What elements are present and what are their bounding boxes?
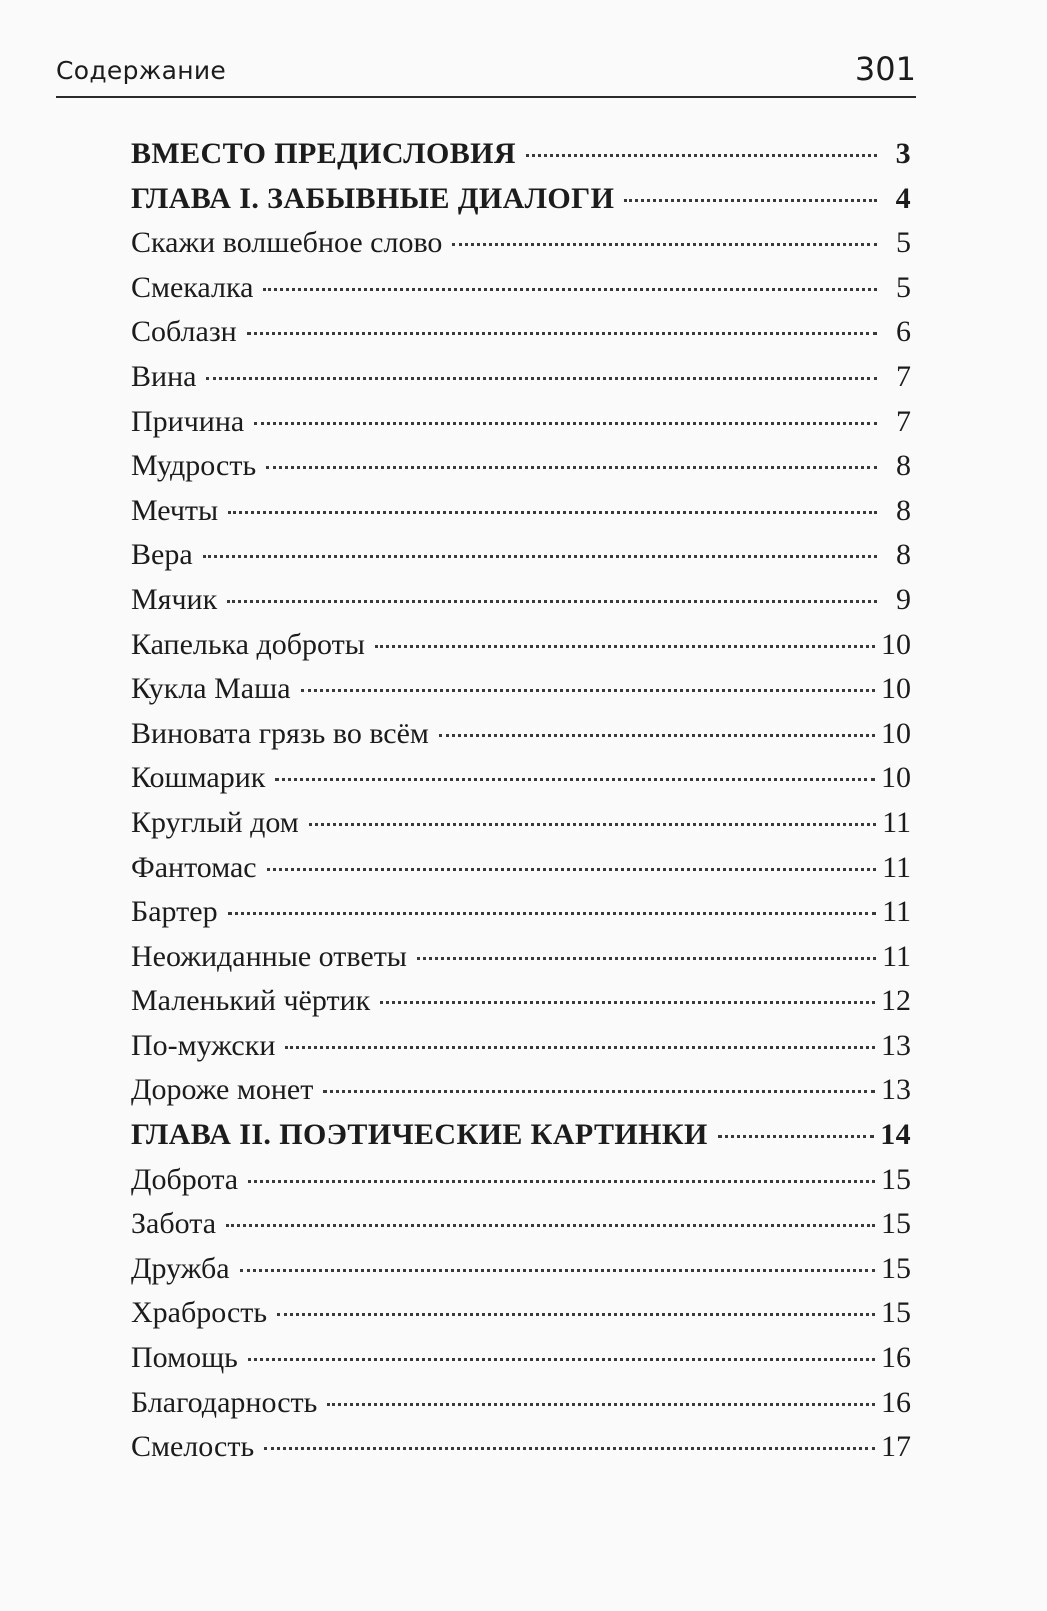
toc-entry-title: Кукла Маша [131,672,291,706]
dot-leader [240,1269,875,1272]
toc-entry [131,712,911,757]
dot-leader [375,645,875,648]
dot-leader [248,1180,875,1183]
dot-leader [203,555,877,558]
toc-entry-title: Неожиданные ответы [131,939,407,973]
toc-entry [131,355,911,400]
toc-entry [131,266,911,311]
toc-entry-title: Круглый дом [131,805,299,839]
toc-entry-title: Кошмарик [131,761,266,795]
dot-leader [228,511,877,514]
toc-entry-page: 15 [881,1296,911,1330]
dot-leader [526,154,877,157]
toc-entry-title: Бартер [131,895,218,929]
toc-entry-title: ГЛАВА I. ЗАБЫВНЫЕ ДИАЛОГИ [131,181,615,215]
toc-entry [131,221,911,266]
toc-entry-page: 6 [896,315,911,349]
toc-entry-title: Вера [131,538,193,572]
dot-leader [247,332,877,335]
dot-leader [624,199,877,202]
dot-leader [228,912,877,915]
toc-entry-page: 13 [881,1028,911,1062]
toc-entry-title: Дороже монет [131,1073,314,1107]
toc-entry-page: 10 [881,672,911,706]
toc-entry-title: Причина [131,404,245,438]
toc-entry-page: 8 [896,538,911,572]
dot-leader [264,1447,875,1450]
toc-entry-title: Забота [131,1207,217,1241]
toc-entry [131,935,911,980]
toc-chapter-entry [131,1113,911,1158]
toc-entry-page: 14 [880,1118,911,1152]
toc-entry-page: 8 [896,449,911,483]
toc-entry [131,801,911,846]
toc-entry-page: 15 [881,1251,911,1285]
toc-entry [131,1158,911,1203]
toc-entry-page: 7 [896,359,911,393]
toc-entry [131,1247,911,1292]
toc-entry-title: Мудрость [131,449,257,483]
toc-entry [131,1425,911,1470]
toc-entry [131,623,911,668]
toc-entry [131,533,911,578]
toc-entry-page: 15 [881,1162,911,1196]
toc-entry-page: 10 [881,627,911,661]
dot-leader [206,377,877,380]
dot-leader [263,288,877,291]
dot-leader [417,957,876,960]
toc-entry-title: Соблазн [131,315,237,349]
toc-entry-page: 16 [881,1385,911,1419]
toc-entry [131,667,911,712]
toc-entry [131,489,911,534]
dot-leader [323,1090,875,1093]
toc-entry-title: Мячик [131,582,218,616]
dot-leader [227,600,877,603]
toc-entry [131,890,911,935]
toc-entry-title: Маленький чёртик [131,984,371,1018]
toc-entry [131,578,911,623]
toc-entry-title: Вина [131,359,197,393]
toc-entry [131,400,911,445]
section-title: Содержание [56,56,227,85]
toc-entry-title: ВМЕСТО ПРЕДИСЛОВИЯ [131,137,516,170]
toc-entry [131,1202,911,1247]
toc-entry-page: 16 [881,1341,911,1375]
toc-entry [131,1024,911,1069]
dot-leader [380,1001,875,1004]
toc-entry-title: Доброта [131,1162,239,1196]
toc-entry-page: 7 [896,404,911,438]
dot-leader [327,1403,875,1406]
toc-entry-title: Благодарность [131,1385,318,1419]
toc-entry [131,444,911,489]
dot-leader [226,1224,875,1227]
toc-entry [131,979,911,1024]
toc-chapter-entry [131,177,911,222]
toc-entry-title: Виновата грязь во всём [131,716,429,750]
toc-entry [131,756,911,801]
toc-entry-page: 12 [881,984,911,1018]
toc-entry-page: 13 [881,1073,911,1107]
toc-entry-page: 5 [896,226,911,260]
toc-entry-page: 3 [895,137,911,170]
toc-entry-page: 10 [881,716,911,750]
dot-leader [285,1046,875,1049]
toc-entry-title: Дружба [131,1251,230,1285]
toc-entry-page: 5 [896,270,911,304]
toc-entry-title: Смелость [131,1430,255,1464]
toc-entry-title: Помощь [131,1341,238,1375]
toc-entry-page: 10 [881,761,911,795]
toc-entry-title: Капелька доброты [131,627,365,661]
toc-entry-title: Храбрость [131,1296,268,1330]
page-number: 301 [854,50,916,88]
toc-entry [131,1291,911,1336]
dot-leader [452,243,877,246]
table-of-contents [131,132,911,1470]
dot-leader [301,689,875,692]
toc-entry-title: Смекалка [131,270,254,304]
toc-entry [131,1336,911,1381]
toc-entry-page: 11 [882,850,911,884]
running-head [56,46,916,98]
dot-leader [309,823,876,826]
toc-entry-title: Фантомас [131,850,257,884]
dot-leader [248,1358,875,1361]
toc-entry-page: 15 [881,1207,911,1241]
toc-entry-page: 11 [882,895,911,929]
dot-leader [718,1135,874,1138]
toc-entry-page: 9 [896,582,911,616]
dot-leader [275,778,875,781]
toc-entry [131,1068,911,1113]
dot-leader [266,466,877,469]
toc-entry [131,1381,911,1426]
dot-leader [439,734,875,737]
toc-entry-page: 11 [882,939,911,973]
toc-entry-title: Мечты [131,493,219,527]
toc-entry-page: 11 [882,805,911,839]
toc-entry-title: По-мужски [131,1028,276,1062]
toc-entry-page: 17 [881,1430,911,1464]
toc-entry-title: Скажи волшебное слово [131,226,443,260]
dot-leader [267,868,876,871]
toc-entry [131,846,911,891]
dot-leader [254,422,877,425]
toc-entry-page: 8 [896,493,911,527]
toc-entry-page: 4 [895,181,911,215]
toc-chapter-entry [131,132,911,177]
dot-leader [277,1313,875,1316]
toc-entry [131,310,911,355]
toc-entry-title: ГЛАВА II. ПОЭТИЧЕСКИЕ КАРТИНКИ [131,1118,708,1152]
